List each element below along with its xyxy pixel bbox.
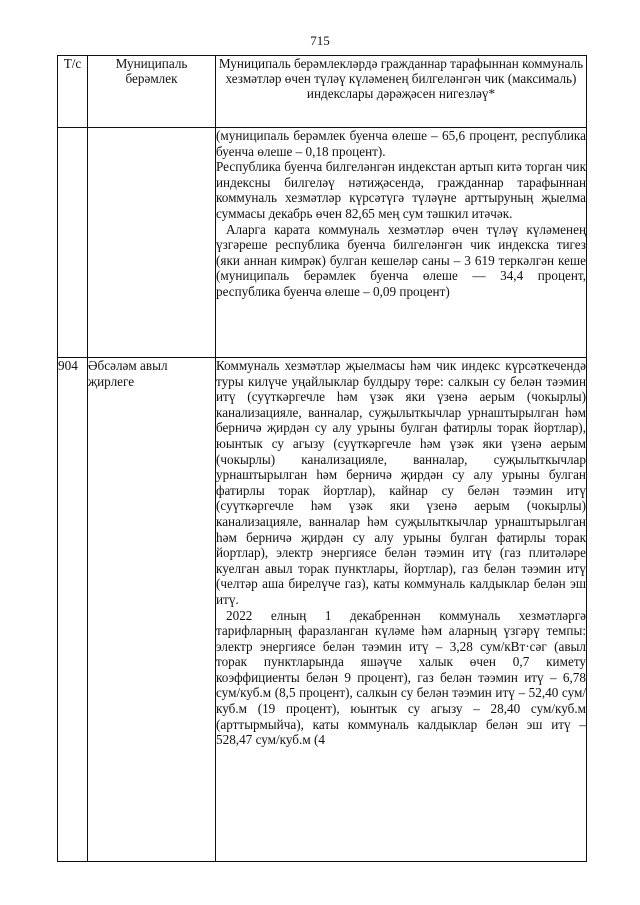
row-municipality [88,128,216,358]
paragraph: 2022 елның 1 декабреннән коммуналь хезмәтләргә тарифларның фаразланган күләме һәм аларның үзгәрү темпы: электр энергиясе белән тәэмин итү – 3,28 сум/кВт·сәг (авыл торак пунктларында яшәүче халык өчен 0,7 кимету коэффициенты белән 9 процент), газ белән тәэмин итү – 6,78 сум/куб.м (8,5 процент), салкын су белән тәэмин итү – 52,40 сум/куб.м (19 процент), юынтык су агызу – 28,40 сум/куб.м (арттырмыйча), каты коммуналь калдыклар белән эш итү – 528,47 сум/куб.м (4 [216,607,586,748]
paragraph: Республика буенча билгеләнгән индекстан артып китә торган чик индексны билгеләү нәтиҗәсендә, гражданнар тарафыннан коммуналь хезмәтләр күрсәтүгә түләүне арттыруның җыелма суммасы декабрь өчен 82,65 мең сум тәшкил итәчәк. [216,159,586,221]
row-basis-text [216,358,587,862]
page-number: 715 [310,33,330,48]
table-header-row [58,56,587,128]
row-number [58,128,88,358]
table-row [58,128,587,358]
paragraph: Коммуналь хезмәтләр җыелмасы һәм чик индекс күрсәткечендә туры килүче уңайлыклар булдыру төре: салкын су белән тәэмин итү (суүткәргечле һәм үзәк яки үзенә аерым (чокырлы) канализацияле, ванналар, суҗылыткычлар урнаштырылган һәм берничә җирдән су алу урыны булган фатирлы торак йортлар), юынтык су агызу (суүткәргечле һәм үзәк яки үзенә аерым (чокырлы) канализацияле, ванналар, суҗылыткычлар урнаштырылган һәм берничә җирдән су алу урыны булган фатирлы торак йортлар), кайнар су белән тәэмин итү (суүткәргечле һәм үзәк яки үзенә аерым (чокырлы) канализацияле, ванналар һәм суҗылыткычлар урнаштырылган һәм берничә җирдән су алу урыны булган фатирлы торак йортлар), электр энергиясе белән тәэмин итү (газ плитәләре куелган авыл торак пунктлары, йортлар), газ белән тәэмин итү (челтәр аша бирелүче газ), каты коммуналь калдыклар белән эш итү. [216,358,586,607]
header-municipality: Муниципаль берәмлек [88,56,216,128]
header-number: Т/с [58,56,88,128]
row-municipality: Әбсәләм авыл җирлеге [88,358,216,862]
header-basis: Муниципаль берәмлекләрдә гражданнар тарафыннан коммуналь хезмәтләр өчен түләү күләменең билгеләнгән чик (максималь) индекслары дәрәҗәсен нигезләү* [216,56,587,128]
tariff-table [57,55,587,862]
row-number: 904 [58,358,88,862]
table-row [58,358,587,862]
row-basis-text [216,128,587,358]
paragraph: Аларга карата коммуналь хезмәтләр өчен түләү күләменең үзгәреше республика буенча билгеләнгән чик индекска тигез (яки аннан кимрәк) булган кешеләр саны – 3 619 теркәлгән кеше (муниципаль берәмлек буенча өлеше — 34,4 процент, республика буенча өлеше – 0,09 процент) [216,221,586,299]
paragraph: (муниципаль берәмлек буенча өлеше – 65,6 процент, республика буенча өлеше – 0,18 процент). [216,128,586,159]
